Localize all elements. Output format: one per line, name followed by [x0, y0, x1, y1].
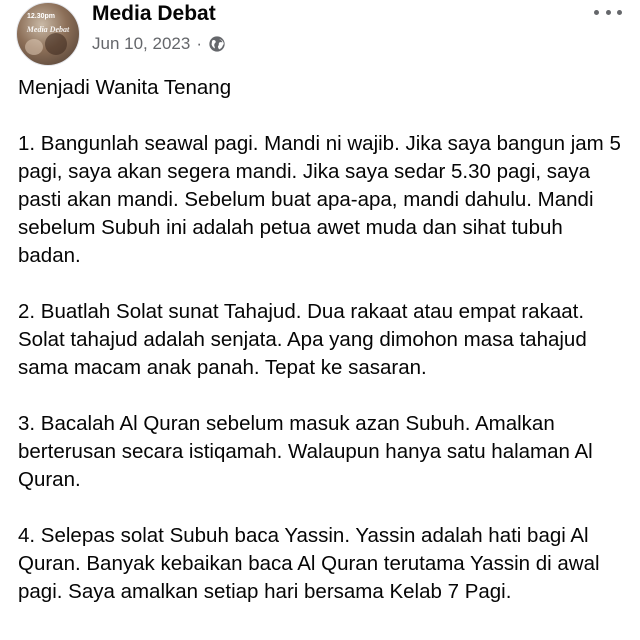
avatar[interactable] — [16, 2, 80, 66]
meta-separator: · — [196, 34, 202, 53]
post-body — [18, 74, 628, 634]
post-title: Menjadi Wanita Tenang — [18, 76, 232, 99]
globe-icon[interactable] — [208, 35, 226, 53]
avatar-logo-text: Media Debat — [26, 25, 70, 34]
post-paragraph: 4. Selepas solat Subuh baca Yassin. Yassin adalah hati bagi Al Quran. Banyak kebaikan baca Al Quran terutama Yassin di awal pagi. Saya amalkan setiap hari bersama Kelab 7 Pagi. — [18, 524, 600, 603]
post-date[interactable]: Jun 10, 2023 — [92, 34, 191, 53]
page-name-link[interactable]: Media Debat — [92, 2, 216, 25]
avatar-shape — [25, 39, 43, 55]
post-paragraph: 2. Buatlah Solat sunat Tahajud. Dua rakaat atau empat rakaat. Solat tahajud adalah senjata. Apa yang dimohon masa tahajud sama macam anak panah. Tepat ke sasaran. — [18, 300, 587, 379]
avatar-shape — [45, 33, 67, 55]
dot — [594, 10, 599, 15]
dot — [606, 10, 611, 15]
dot — [617, 10, 622, 15]
post-paragraph: 3. Bacalah Al Quran sebelum masuk azan Subuh. Amalkan berterusan secara istiqamah. Walaupun hanya satu halaman Al Quran. — [18, 412, 593, 491]
more-options-icon[interactable] — [594, 4, 622, 20]
avatar-clock-text: 12.30pm — [27, 13, 56, 20]
post-meta — [92, 33, 226, 55]
post-header — [0, 0, 640, 64]
post-paragraph: 1. Bangunlah seawal pagi. Mandi ni wajib. Jika saya bangun jam 5 pagi, saya akan segera mandi. Jika saya sedar 5.30 pagi, saya pasti akan mandi. Sebelum buat apa-apa, mandi dahulu. Mandi sebelum Subuh ini adalah petua awet muda dan sihat tubuh badan. — [18, 132, 621, 267]
